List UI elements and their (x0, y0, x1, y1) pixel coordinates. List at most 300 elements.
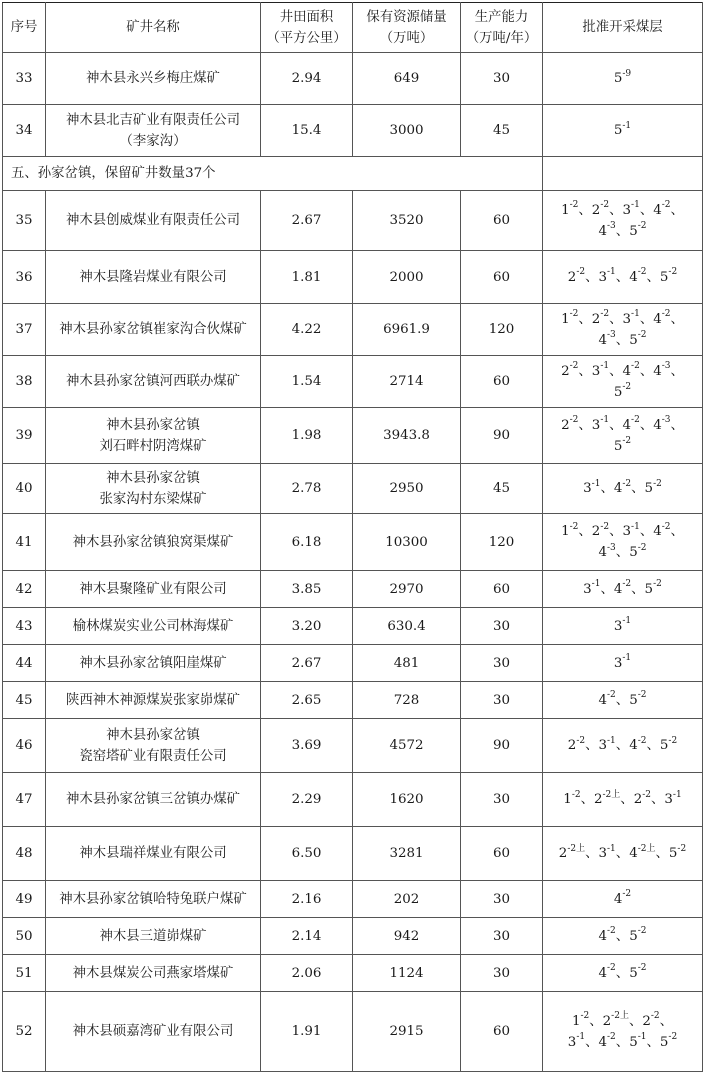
seam-base: 4 (653, 417, 662, 433)
row-number: 47 (3, 773, 46, 827)
seam-base: 1 (561, 524, 570, 539)
seam-line (545, 653, 700, 674)
seam-sub: -2 (569, 361, 579, 372)
seam-line (545, 415, 700, 436)
seam-separator: 、 (670, 524, 684, 539)
row-number: 37 (3, 304, 46, 356)
mine-name-line: 神木县隆岩煤业有限公司 (79, 269, 227, 285)
seam-cell (543, 356, 703, 408)
seam-cell (543, 881, 703, 918)
table-row (3, 773, 703, 827)
seam-sub: -2 (637, 690, 647, 701)
cell-capacity: 45 (461, 464, 543, 514)
seam-separator: 、 (631, 581, 645, 597)
seam-sub: -1 (622, 120, 632, 131)
seam-sub: -1 (631, 309, 640, 320)
seam-cell (543, 571, 703, 608)
seam-separator: 、 (609, 417, 623, 433)
seam-sub: -2 (607, 963, 616, 974)
seam-sub: -1 (637, 1032, 647, 1043)
seam-base: 1 (571, 1013, 581, 1029)
mine-name-line: 神木县孙家岔镇哈特兔联户煤矿 (59, 891, 247, 907)
seam-sub: -9 (622, 68, 632, 79)
seam-base: 2 (591, 311, 601, 327)
seam-sub: -2 (653, 478, 662, 489)
seam-sub: -1 (591, 579, 601, 590)
seam-separator: 、 (615, 332, 630, 348)
seam-sub: -2 (571, 789, 581, 800)
cell-capacity: 90 (461, 719, 543, 773)
seam-cell (543, 645, 703, 682)
seam-base: 2 (591, 202, 601, 218)
seam-base: 1 (561, 311, 570, 327)
cell-area: 2.67 (261, 645, 353, 682)
row-number: 40 (3, 464, 46, 514)
seam-base: 2 (593, 792, 603, 807)
mine-name-line: 陕西神木神源煤炭张家峁煤矿 (65, 692, 241, 708)
mine-name-line: 刘石畔村阴湾煤矿 (99, 438, 207, 454)
mine-name-line: 神木县硕嘉湾矿业有限公司 (72, 1024, 234, 1039)
section-title: 五、孙家岔镇，保留矿井数量37个 (3, 157, 543, 191)
seam-cell (543, 53, 703, 105)
mine-name (46, 645, 261, 682)
seam-base: 3 (613, 618, 623, 634)
cell-capacity: 60 (461, 992, 543, 1072)
seam-sub: -2 (637, 221, 647, 232)
seam-separator: 、 (651, 792, 665, 807)
cell-capacity: 60 (461, 827, 543, 881)
seam-cell (543, 251, 703, 304)
seam-base: 2 (558, 846, 568, 861)
seam-base: 5 (613, 123, 623, 138)
seam-sub: -2 (607, 690, 616, 701)
seam-base: 3 (664, 792, 673, 807)
seam-base: 4 (653, 363, 662, 379)
mine-name-line: 神木县孙家岔镇 (106, 470, 200, 486)
seam-base: 4 (622, 417, 632, 433)
seam-base: 5 (659, 738, 669, 753)
seam-sub: -3 (661, 415, 671, 426)
row-number: 52 (3, 992, 46, 1072)
seam-base: 3 (567, 1034, 577, 1050)
cell-area: 2.78 (261, 464, 353, 514)
seam-cell (543, 105, 703, 157)
cell-area: 2.94 (261, 53, 353, 105)
seam-separator: 、 (615, 965, 630, 981)
seam-separator: 、 (615, 692, 630, 708)
seam-separator: 、 (639, 202, 654, 218)
seam-separator: 、 (585, 1034, 599, 1050)
seam-separator: 、 (628, 1013, 643, 1029)
seam-base: 5 (629, 332, 638, 348)
header-area-line2: （平方公里） (266, 30, 347, 46)
seam-base: 4 (598, 1034, 608, 1050)
seam-cell (543, 464, 703, 514)
seam-base: 5 (629, 223, 638, 239)
mine-name (46, 53, 261, 105)
seam-sub: -2 (668, 1032, 678, 1043)
seam-sub: -2 (607, 1032, 616, 1043)
mine-name-line: （李家沟） (119, 133, 187, 149)
mine-name (46, 191, 261, 251)
cell-capacity: 90 (461, 408, 543, 464)
seam-base: 4 (598, 223, 608, 239)
seam-separator: 、 (615, 545, 630, 560)
seam-sub: -2 (677, 843, 687, 854)
cell-area: 1.81 (261, 251, 353, 304)
seam-separator: 、 (620, 792, 634, 807)
seam-base: 3 (622, 311, 632, 327)
seam-sub: -2 (600, 200, 610, 211)
seam-separator: 、 (659, 1013, 674, 1029)
mine-name-line: 神木县孙家岔镇河西联办煤矿 (65, 374, 241, 389)
seam-cell (543, 304, 703, 356)
section-row (3, 157, 703, 191)
seam-cell (543, 408, 703, 464)
seam-sub: -2 (668, 735, 678, 746)
seam-sub: -2 (600, 309, 610, 320)
mine-name-line: 神木县三道峁煤矿 (99, 928, 207, 944)
cell-area: 1.91 (261, 992, 353, 1072)
seam-sub: -2上 (637, 843, 656, 854)
seam-cell (543, 773, 703, 827)
seam-separator: 、 (655, 846, 669, 861)
seam-separator: 、 (578, 311, 592, 327)
seam-base: 5 (629, 545, 638, 560)
row-number: 43 (3, 608, 46, 645)
seam-base: 3 (598, 269, 608, 285)
seam-base: 4 (598, 692, 608, 708)
seam-sub: -2 (622, 478, 632, 489)
table-row (3, 408, 703, 464)
seam-separator: 、 (585, 269, 599, 285)
seam-separator: 、 (578, 363, 592, 379)
mine-name (46, 827, 261, 881)
table-row (3, 464, 703, 514)
header-reserve (353, 3, 461, 53)
cell-reserve: 2970 (353, 571, 461, 608)
seam-sub: -2 (607, 926, 616, 937)
row-number: 46 (3, 719, 46, 773)
seam-sub: -2 (622, 382, 632, 393)
table-row (3, 105, 703, 157)
seam-line (545, 382, 700, 403)
mine-name-line: 神木县北吉矿业有限责任公司 (65, 112, 241, 128)
mine-name (46, 356, 261, 408)
cell-reserve: 2000 (353, 251, 461, 304)
seam-separator: 、 (670, 202, 684, 218)
seam-separator: 、 (600, 481, 614, 496)
seam-sub: -2 (642, 789, 651, 800)
cell-reserve: 630.4 (353, 608, 461, 645)
seam-base: 1 (563, 792, 572, 807)
seam-base: 5 (629, 1034, 638, 1050)
seam-base: 4 (613, 481, 623, 496)
seam-base: 2 (567, 738, 577, 753)
mine-name (46, 608, 261, 645)
seam-sub: -2 (661, 200, 671, 211)
cell-reserve: 10300 (353, 514, 461, 571)
seam-base: 3 (598, 846, 608, 861)
cell-reserve: 3000 (353, 105, 461, 157)
seam-base: 5 (613, 384, 623, 400)
seam-sub: -2 (637, 963, 647, 974)
row-number: 38 (3, 356, 46, 408)
seam-base: 3 (591, 363, 601, 379)
seam-sub: -2 (576, 267, 586, 278)
header-row (3, 3, 703, 53)
mine-name (46, 719, 261, 773)
seam-line (545, 478, 700, 499)
seam-line (545, 843, 700, 864)
seam-cell (543, 682, 703, 719)
seam-separator: 、 (615, 846, 630, 861)
seam-separator: 、 (615, 223, 630, 239)
cell-capacity: 60 (461, 571, 543, 608)
mine-name-line: 神木县孙家岔镇三岔镇办煤矿 (65, 792, 241, 807)
cell-capacity: 60 (461, 191, 543, 251)
table-row (3, 356, 703, 408)
row-number: 41 (3, 514, 46, 571)
seam-sub: -2上 (567, 843, 586, 854)
seam-sub: -2 (631, 415, 640, 426)
cell-reserve: 2714 (353, 356, 461, 408)
seam-base: 5 (668, 846, 678, 861)
cell-area: 6.18 (261, 514, 353, 571)
seam-sub: -2 (580, 1011, 590, 1022)
seam-line (545, 963, 700, 984)
seam-sub: -2 (622, 889, 632, 900)
seam-separator: 、 (631, 481, 645, 496)
seam-base: 5 (613, 71, 623, 86)
cell-capacity: 120 (461, 514, 543, 571)
seam-sub: -2上 (602, 789, 621, 800)
cell-area: 2.29 (261, 773, 353, 827)
seam-line (545, 521, 700, 542)
seam-line (545, 542, 700, 563)
seam-base: 4 (622, 363, 632, 379)
seam-cell (543, 719, 703, 773)
table-body-b (3, 191, 703, 1072)
cell-area: 3.69 (261, 719, 353, 773)
seam-separator: 、 (639, 417, 654, 433)
seam-base: 3 (583, 581, 592, 597)
seam-sub: -2 (637, 330, 647, 341)
header-capacity-line2: （万吨/年） (465, 30, 538, 46)
cell-capacity: 30 (461, 682, 543, 719)
mine-name-line: 神木县孙家岔镇狼窝渠煤矿 (72, 534, 234, 550)
seam-sub: -2 (637, 735, 647, 746)
seam-base: 5 (629, 692, 638, 708)
seam-line (545, 221, 700, 242)
cell-capacity: 120 (461, 304, 543, 356)
seam-separator: 、 (615, 269, 630, 285)
seam-separator: 、 (615, 928, 630, 944)
seam-base: 3 (598, 738, 608, 753)
seam-line (545, 735, 700, 756)
cell-area: 2.06 (261, 955, 353, 992)
mine-name (46, 992, 261, 1072)
seam-line (545, 926, 700, 947)
cell-capacity: 45 (461, 105, 543, 157)
seam-base: 4 (629, 269, 638, 285)
cell-area: 2.65 (261, 682, 353, 719)
seam-base: 4 (613, 891, 623, 907)
seam-base: 3 (583, 481, 592, 496)
mine-name-line: 神木县瑞祥煤业有限公司 (79, 846, 227, 861)
mine-name (46, 251, 261, 304)
seam-line (545, 1032, 700, 1053)
header-capacity (461, 3, 543, 53)
seam-sub: -1 (576, 1032, 586, 1043)
mine-name-line: 神木县创威煤业有限责任公司 (65, 213, 241, 228)
seam-separator: 、 (580, 792, 594, 807)
row-number: 35 (3, 191, 46, 251)
seam-sub: -2 (569, 200, 579, 211)
seam-separator: 、 (578, 524, 592, 539)
cell-reserve: 202 (353, 881, 461, 918)
seam-base: 4 (598, 965, 608, 981)
cell-reserve: 1620 (353, 773, 461, 827)
seam-separator: 、 (670, 417, 684, 433)
seam-sub: -3 (661, 361, 671, 372)
seam-base: 3 (622, 524, 632, 539)
seam-sub: -2 (653, 579, 662, 590)
seam-base: 4 (629, 846, 638, 861)
row-number: 42 (3, 571, 46, 608)
seam-base: 3 (613, 655, 623, 671)
seam-separator: 、 (639, 524, 654, 539)
table-row (3, 827, 703, 881)
seam-line (545, 267, 700, 288)
seam-base: 4 (613, 581, 623, 597)
seam-separator: 、 (646, 1034, 660, 1050)
table-row (3, 881, 703, 918)
seam-base: 4 (598, 332, 608, 348)
mine-name (46, 514, 261, 571)
cell-reserve: 649 (353, 53, 461, 105)
seam-base: 5 (644, 581, 654, 597)
seam-base: 4 (598, 545, 608, 560)
cell-reserve: 2950 (353, 464, 461, 514)
seam-base: 2 (602, 1013, 612, 1029)
cell-reserve: 4572 (353, 719, 461, 773)
seam-separator: 、 (578, 417, 592, 433)
coal-mine-table (2, 2, 703, 1072)
row-number: 44 (3, 645, 46, 682)
seam-base: 2 (561, 363, 570, 379)
mine-name-line: 神木县孙家岔镇 (106, 417, 200, 433)
mine-name (46, 773, 261, 827)
row-number: 39 (3, 408, 46, 464)
mine-name (46, 105, 261, 157)
cell-capacity: 60 (461, 356, 543, 408)
seam-line (545, 361, 700, 382)
cell-reserve: 728 (353, 682, 461, 719)
seam-sub: -2 (637, 267, 647, 278)
section-body (3, 157, 703, 191)
header-reserve-line2: （万吨） (379, 30, 434, 46)
seam-sub: -2 (637, 542, 647, 553)
mine-name (46, 408, 261, 464)
table-row (3, 53, 703, 105)
seam-separator: 、 (585, 738, 599, 753)
seam-line (545, 436, 700, 457)
seam-sub: -2 (631, 361, 640, 372)
seam-sub: -2 (622, 579, 632, 590)
cell-area: 15.4 (261, 105, 353, 157)
seam-sub: -3 (607, 330, 616, 341)
seam-sub: -2 (668, 267, 678, 278)
table-row (3, 955, 703, 992)
cell-area: 2.67 (261, 191, 353, 251)
seam-base: 2 (561, 417, 570, 433)
seam-sub: -2 (650, 1011, 660, 1022)
row-number: 33 (3, 53, 46, 105)
table-row (3, 608, 703, 645)
cell-capacity: 30 (461, 955, 543, 992)
seam-separator: 、 (609, 363, 623, 379)
cell-reserve: 6961.9 (353, 304, 461, 356)
seam-line (545, 1011, 700, 1032)
seam-sub: -1 (622, 616, 632, 627)
seam-cell (543, 955, 703, 992)
seam-cell (543, 608, 703, 645)
seam-sub: -1 (631, 200, 640, 211)
mine-name-line: 榆林煤炭实业公司林海煤矿 (72, 618, 234, 634)
seam-sub: -1 (622, 653, 632, 664)
seam-cell (543, 918, 703, 955)
section-empty-cell (543, 157, 703, 191)
seam-base: 5 (644, 481, 654, 496)
seam-sub: -2 (661, 309, 671, 320)
seam-cell (543, 992, 703, 1072)
cell-capacity: 30 (461, 773, 543, 827)
seam-separator: 、 (589, 1013, 603, 1029)
seam-line (545, 616, 700, 637)
mine-name (46, 682, 261, 719)
seam-base: 5 (659, 1034, 669, 1050)
cell-reserve: 3520 (353, 191, 461, 251)
row-number: 51 (3, 955, 46, 992)
seam-base: 4 (653, 202, 662, 218)
table-row (3, 191, 703, 251)
cell-area: 3.20 (261, 608, 353, 645)
seam-cell (543, 514, 703, 571)
mine-name (46, 918, 261, 955)
seam-sub: -1 (591, 478, 601, 489)
seam-separator: 、 (609, 311, 623, 327)
seam-cell (543, 827, 703, 881)
seam-base: 4 (653, 524, 662, 539)
mine-name (46, 955, 261, 992)
seam-line (545, 120, 700, 141)
table-row (3, 719, 703, 773)
cell-reserve: 3281 (353, 827, 461, 881)
table-row (3, 992, 703, 1072)
seam-base: 5 (629, 928, 638, 944)
cell-area: 3.85 (261, 571, 353, 608)
seam-sub: -1 (607, 267, 616, 278)
mine-name (46, 571, 261, 608)
seam-sub: -2 (569, 309, 579, 320)
mine-name (46, 304, 261, 356)
seam-base: 2 (633, 792, 643, 807)
seam-separator: 、 (646, 738, 660, 753)
seam-separator: 、 (615, 1034, 630, 1050)
seam-separator: 、 (646, 269, 660, 285)
header-seam: 批准开采煤层 (543, 3, 703, 53)
